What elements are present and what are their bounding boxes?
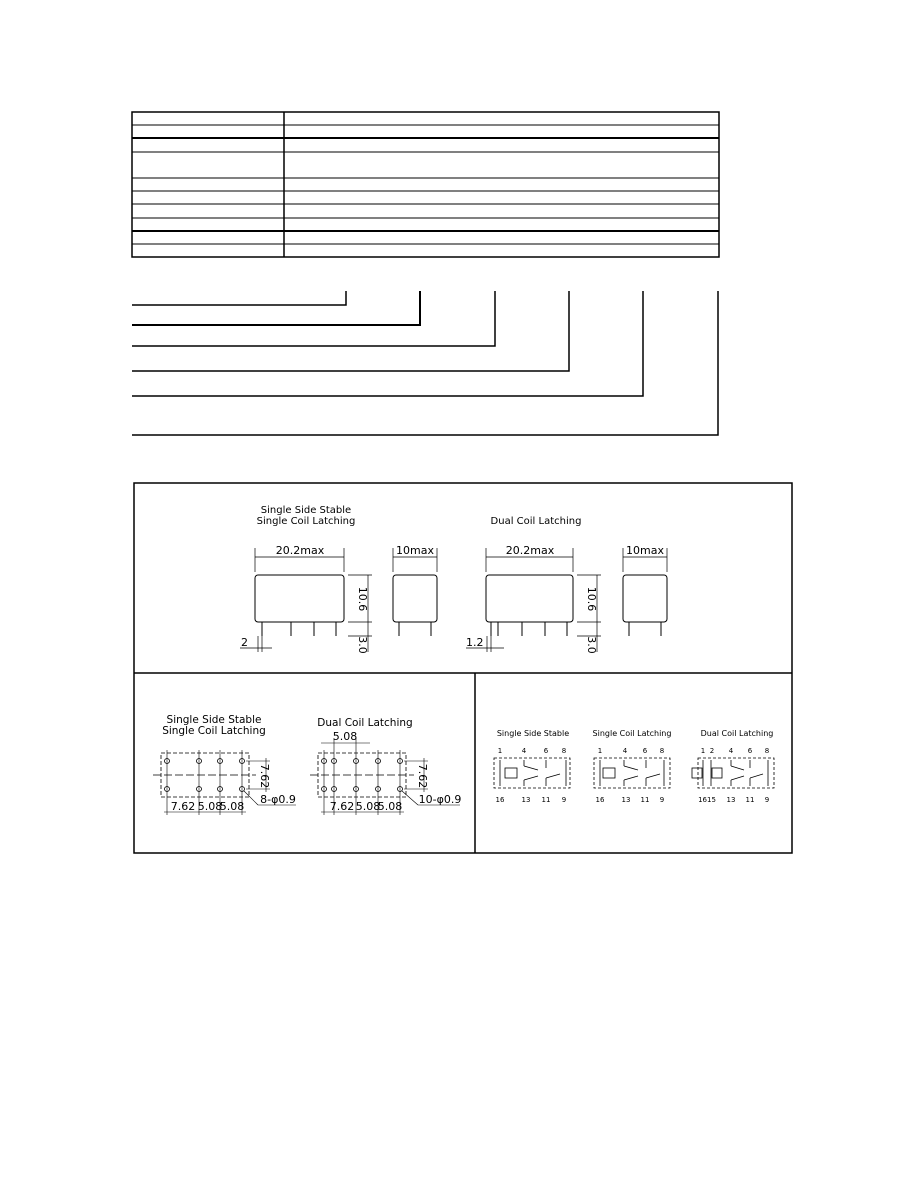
wiring-dcl-bottom-1: 13 xyxy=(726,796,736,804)
single-pin-offset-label: 2 xyxy=(241,636,248,649)
wiring-sss-bottom-3: 9 xyxy=(561,796,567,804)
single-height-label: 10.6 xyxy=(356,586,369,612)
wiring-sss-title: Single Side Stable xyxy=(496,729,570,738)
single-relay-end-view xyxy=(393,548,437,636)
wiring-sss-top-2: 6 xyxy=(543,747,549,755)
pcb-layout xyxy=(153,714,461,815)
wiring-scl-title: Single Coil Latching xyxy=(592,729,672,738)
dual-length-label: 20.2max xyxy=(505,544,555,557)
pcb-single-pitch-1: 7.62 xyxy=(170,800,196,813)
spec-table xyxy=(132,112,719,257)
wiring-scl-bottom-0: 16 xyxy=(595,796,605,804)
single-group-title-1: Single Side Stable xyxy=(260,505,352,516)
single-width-label: 10max xyxy=(396,544,434,557)
ordering-code-leaders xyxy=(132,291,718,435)
dual-relay-side-view xyxy=(466,548,601,652)
dual-width-label: 10max xyxy=(626,544,664,557)
wiring-sss-bottom-1: 13 xyxy=(521,796,531,804)
wiring-dcl-top-3: 6 xyxy=(747,747,753,755)
wiring-sss-bottom-2: 11 xyxy=(541,796,551,804)
pcb-dual-pitch-3: 5.08 xyxy=(377,800,403,813)
single-relay-side-view xyxy=(240,548,372,652)
single-group-title-2: Single Coil Latching xyxy=(256,516,356,527)
dual-group-title: Dual Coil Latching xyxy=(490,516,582,527)
pcb-dual-pitch-1: 7.62 xyxy=(329,800,355,813)
wiring-diagrams xyxy=(494,729,774,804)
pcb-dual-title: Dual Coil Latching xyxy=(317,717,413,729)
wiring-scl-top-0: 1 xyxy=(597,747,603,755)
wiring-dcl-bottom-2: 11 xyxy=(745,796,755,804)
wiring-sss-top-3: 8 xyxy=(561,747,567,755)
wiring-dcl-diagram xyxy=(692,758,774,788)
wiring-dcl-title: Dual Coil Latching xyxy=(700,729,774,738)
wiring-dcl-bottom-3: 9 xyxy=(764,796,770,804)
pcb-single-row-spacing: 7.62 xyxy=(258,763,271,789)
wiring-scl-bottom-2: 11 xyxy=(640,796,650,804)
wiring-sss-top-0: 1 xyxy=(497,747,503,755)
single-length-label: 20.2max xyxy=(275,544,325,557)
pcb-dual-row-spacing: 7.62 xyxy=(416,763,429,789)
wiring-sss-top-1: 4 xyxy=(521,747,527,755)
wiring-dcl-top-4: 8 xyxy=(764,747,770,755)
pcb-single-holes: 8-φ0.9 xyxy=(260,793,296,806)
dual-height-label: 10.6 xyxy=(585,586,598,612)
dual-pin-length-label: 3.0 xyxy=(585,636,598,654)
wiring-dcl-top-2: 4 xyxy=(728,747,734,755)
wiring-scl-top-2: 6 xyxy=(642,747,648,755)
wiring-dcl-bottom-0: 1615 xyxy=(698,796,716,804)
pcb-single-pitch-3: 5.08 xyxy=(219,800,245,813)
wiring-scl-bottom-3: 9 xyxy=(659,796,665,804)
wiring-dcl-top-0: 1 xyxy=(700,747,706,755)
pcb-single-title-1: Single Side Stable xyxy=(166,714,262,726)
wiring-scl-top-3: 8 xyxy=(659,747,665,755)
pcb-dual-pitch-2: 5.08 xyxy=(355,800,381,813)
single-pin-length-label: 3.0 xyxy=(356,636,369,654)
dual-pin-offset-label: 1.2 xyxy=(466,636,484,649)
pcb-dual-holes: 10-φ0.9 xyxy=(418,793,462,806)
pcb-dual-top-pitch: 5.08 xyxy=(332,730,358,743)
wiring-scl-bottom-1: 13 xyxy=(621,796,631,804)
wiring-scl-top-1: 4 xyxy=(622,747,628,755)
wiring-sss-bottom-0: 16 xyxy=(495,796,505,804)
pcb-single-title-2: Single Coil Latching xyxy=(162,725,266,737)
drawing-frame xyxy=(134,483,792,853)
wiring-sss-diagram xyxy=(494,758,570,788)
dual-relay-end-view xyxy=(623,548,667,636)
pcb-single-pitch-2: 5.08 xyxy=(197,800,223,813)
wiring-dcl-top-1: 2 xyxy=(709,747,715,755)
wiring-scl-diagram xyxy=(594,758,670,788)
outline-dimensions xyxy=(240,505,667,654)
